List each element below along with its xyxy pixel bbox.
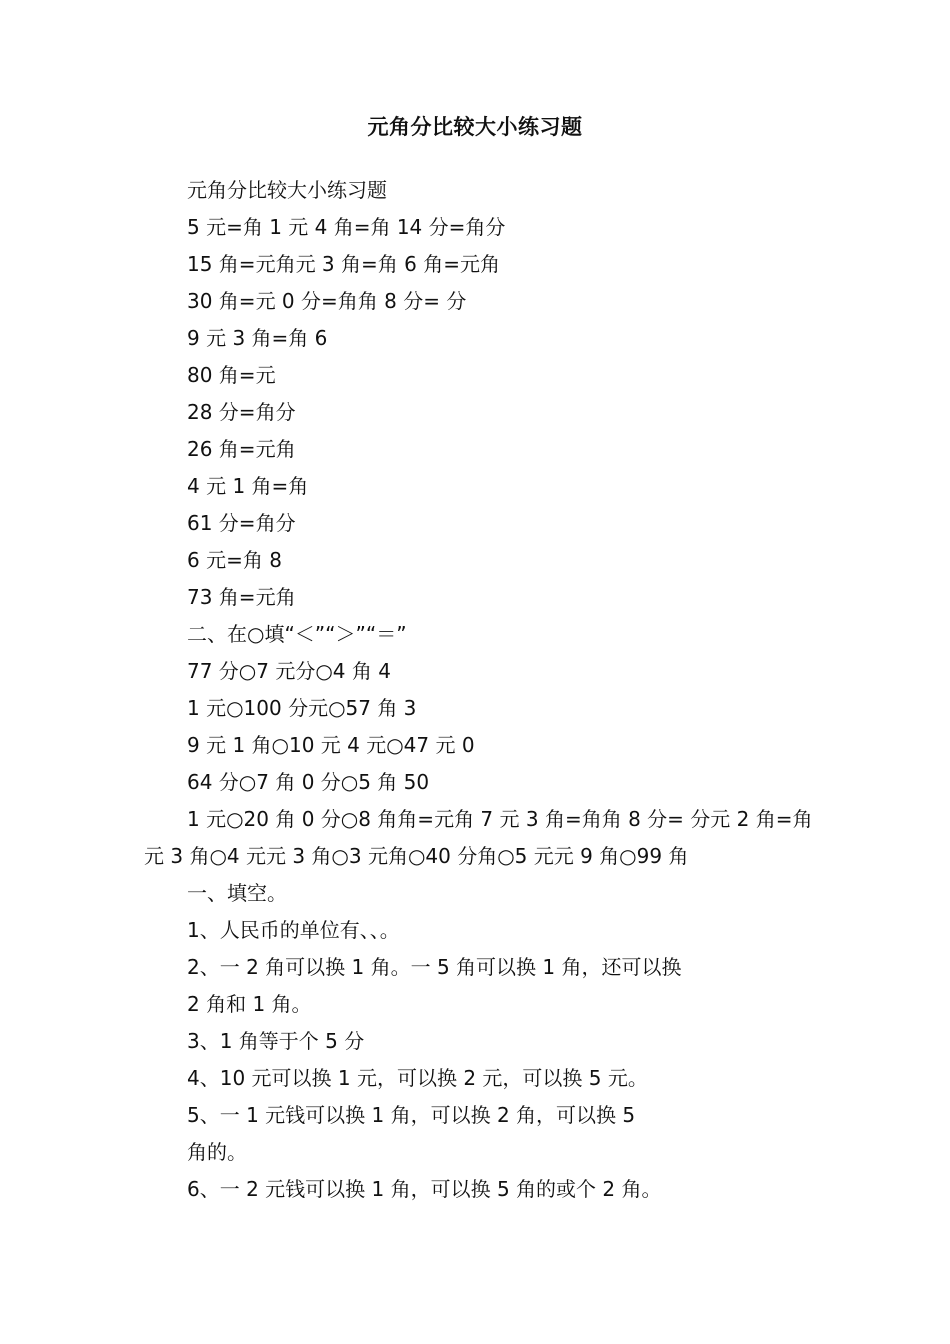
text-line: 6、一 2 元钱可以换 1 角，可以换 5 角的或个 2 角。	[187, 1177, 662, 1201]
text-line: 6 元=角 8	[187, 548, 282, 572]
section-heading: 一、填空。	[187, 881, 287, 905]
text-line: 77 分○7 元分○4 角 4	[187, 659, 391, 683]
text-line: 80 角=元	[187, 363, 276, 387]
text-line: 元角分比较大小练习题	[187, 178, 387, 202]
text-line-continued: 元 3 角○4 元元 3 角○3 元角○40 分角○5 元元 9 角○99 角	[144, 844, 689, 868]
text-line: 1 元○100 分元○57 角 3	[187, 696, 417, 720]
text-line: 2 角和 1 角。	[187, 992, 312, 1016]
document-title: 元角分比较大小练习题	[367, 115, 583, 139]
text-line: 4、10 元可以换 1 元，可以换 2 元，可以换 5 元。	[187, 1066, 648, 1090]
text-line: 5、一 1 元钱可以换 1 角，可以换 2 角，可以换 5	[187, 1103, 636, 1127]
text-line: 9 元 1 角○10 元 4 元○47 元 0	[187, 733, 475, 757]
text-line: 2、一 2 角可以换 1 角。一 5 角可以换 1 角，还可以换	[187, 955, 682, 979]
text-line: 1 元○20 角 0 分○8 角角=元角 7 元 3 角=角角 8 分= 分元 2 角=角	[187, 807, 813, 831]
text-line: 5 元=角 1 元 4 角=角 14 分=角分	[187, 215, 506, 239]
text-line: 28 分=角分	[187, 400, 296, 424]
section-heading: 二、在○填“＜”“＞”“＝”	[187, 622, 407, 646]
text-line: 30 角=元 0 分=角角 8 分= 分	[187, 289, 467, 313]
text-line: 64 分○7 角 0 分○5 角 50	[187, 770, 430, 794]
text-line: 3、1 角等于个 5 分	[187, 1029, 365, 1053]
text-line: 61 分=角分	[187, 511, 296, 535]
text-line: 73 角=元角	[187, 585, 296, 609]
text-line: 4 元 1 角=角	[187, 474, 309, 498]
text-line: 1、人民币的单位有、、。	[187, 918, 400, 942]
text-line: 15 角=元角元 3 角=角 6 角=元角	[187, 252, 500, 276]
text-line: 26 角=元角	[187, 437, 296, 461]
text-line: 9 元 3 角=角 6	[187, 326, 328, 350]
text-line: 角的。	[187, 1140, 247, 1164]
document-body	[144, 172, 814, 1208]
